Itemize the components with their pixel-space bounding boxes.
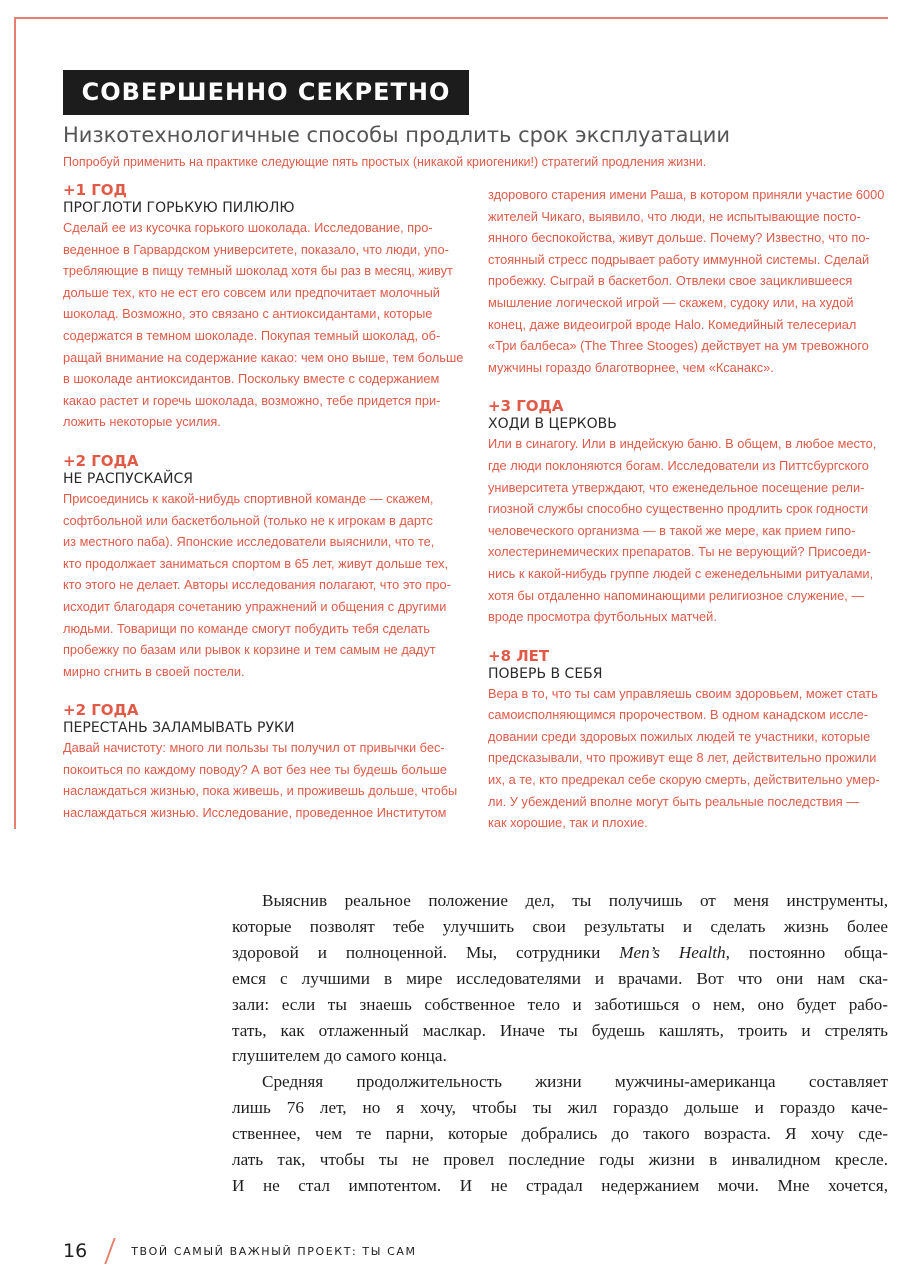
text-line: где люди поклоняются богам. Исследователи из Питтсбургского xyxy=(488,457,869,473)
text-line: какао растет и горечь шоколада, возможно, тебе придется при- xyxy=(63,392,441,408)
text-line: жителей Чикаго, выявило, что люди, не испытывающие посто- xyxy=(488,208,861,224)
text-line: мужчины гораздо благотворнее, чем «Ксанакс». xyxy=(488,359,774,375)
text-line: требляющие в пищу темный шоколад хотя бы раз в месяц, живут xyxy=(63,263,453,279)
text-line: из местного паба). Японские исследователи выяснили, что те, xyxy=(63,534,435,550)
paragraph xyxy=(232,888,888,1069)
text-line: кто продолжает заниматься спортом в 65 лет, живут дольше тех, xyxy=(63,555,449,571)
text-line: янного беспокойства, живут дольше. Почему? Известно, что по- xyxy=(488,230,870,246)
sidebar-left-column xyxy=(63,181,463,824)
text-line: Средняя продолжительность жизни мужчины-американца составляет xyxy=(262,1072,888,1092)
text-line: холестеринемических препаратов. Ты не верующий? Присоеди- xyxy=(488,544,871,560)
text-line: «Три балбеса» (The Three Stooges) действует на ум тревожного xyxy=(488,338,869,354)
text-line: ственнее, чем те парни, которые добрались до такого возраста. Я хочу сде- xyxy=(232,1124,888,1144)
tip-title: ХОДИ В ЦЕРКОВЬ xyxy=(488,416,617,433)
tip-church xyxy=(488,397,888,627)
text-line: конец, даже видеоигрой вроде Halo. Комедийный телесериал xyxy=(488,316,857,332)
text-line: людьми. Товарищи по команде смогут побудить тебя сделать xyxy=(63,620,430,636)
text-line: глушителем до самого конца. xyxy=(232,1046,447,1066)
text-line: которые позволят тебе улучшить свои результаты и сделать жизнь более xyxy=(232,916,888,936)
text-line: дольше тех, кто не ест его совсем или предпочитает молочный xyxy=(63,284,440,300)
text-line: довании среди здоровых пожилых людей те участники, которые xyxy=(488,728,871,744)
tip-title: ПОВЕРЬ В СЕБЯ xyxy=(488,665,603,682)
text-line: софтбольной или баскетбольной (только не к игрокам в дартс xyxy=(63,512,433,528)
text-line: шоколад. Возможно, это связано с антиоксидантами, которые xyxy=(63,306,433,322)
sidebar-right-column xyxy=(488,184,888,834)
tip-body xyxy=(63,488,463,682)
text-line xyxy=(232,940,888,966)
text-line: лишь 76 лет, но я хочу, чтобы ты жил гораздо дольше и гораздо каче- xyxy=(232,1098,888,1118)
text-line: в шоколаде антиоксидантов. Поскольку вместе с содержанием xyxy=(63,371,440,387)
text-run: , постоянно обща- xyxy=(725,942,888,962)
text-line: наслаждаться жизнью. Исследование, проведенное Институтом xyxy=(63,805,447,821)
sidebar-lede: Попробуй применить на практике следующие пять простых (никакой криогеники!) стратегий продления жизни. xyxy=(63,155,707,169)
text-line: лать так, чтобы ты не провел последние годы жизни в инвалидном кресле. xyxy=(232,1150,888,1170)
text-line: тать, как отлаженный маслкар. Иначе ты будешь кашлять, троить и стрелять xyxy=(232,1020,888,1040)
text-line: их, а те, кто предрекал себе скорую смерть, действительно умер- xyxy=(488,772,880,788)
text-line: мирно сгнить в своей постели. xyxy=(63,663,245,679)
text-line: человеческого организма — в такой же мере, как прием гипо- xyxy=(488,522,856,538)
text-line: И не стал импотентом. И не страдал недержанием мочи. Мне хочется, xyxy=(232,1175,888,1195)
tip-years: +2 ГОДА xyxy=(63,451,139,470)
text-line: Или в синагогу. Или в индейскую баню. В общем, в любое место, xyxy=(488,436,877,452)
footer-divider xyxy=(104,1238,115,1264)
text-line: ли. У убеждений вполне могут быть реальные последствия — xyxy=(488,793,860,809)
tip-title: ПРОГЛОТИ ГОРЬКУЮ ПИЛЮЛЮ xyxy=(63,200,295,216)
text-line: емся с лучшими в мире исследователями и врачами. Вот что они нам ска- xyxy=(232,968,888,988)
tip-years: +1 ГОД xyxy=(63,181,127,199)
text-line: зали: если ты знаешь собственное тело и заботишься о нем, оно будет рабо- xyxy=(232,994,888,1014)
text-line: исходит благодаря сочетанию упражнений и общения с другими xyxy=(63,598,447,614)
text-line: пробежку. Сыграй в баскетбол. Отвлеки свое зациклившееся xyxy=(488,273,853,289)
text-line: Давай начистоту: много ли пользы ты получил от привычки бес- xyxy=(63,740,445,756)
tip-believe xyxy=(488,647,888,834)
paragraph xyxy=(232,1069,888,1199)
text-line: ложить некоторые усилия. xyxy=(63,414,221,430)
text-line: хотя бы отдаленно напоминающими религиозное служение, — xyxy=(488,587,865,603)
tip-body xyxy=(488,683,888,834)
text-line: содержатся в темном шоколаде. Покупая темный шоколад, об- xyxy=(63,327,441,343)
tip-years: +2 ГОДА xyxy=(63,701,139,720)
text-line: нись к какой-нибудь группе людей с еженедельными ритуалами, xyxy=(488,565,874,581)
sidebar-subtitle: Низкотехнологичные способы продлить срок эксплуатации xyxy=(63,123,731,147)
text-line: предсказывали, что проживут еще 8 лет, действительно прожили xyxy=(488,750,877,766)
tip-stop-worrying-continued xyxy=(488,184,888,378)
text-line: здорового старения имени Раша, в котором приняли участие 6000 xyxy=(488,187,885,202)
tip-body xyxy=(488,433,888,627)
sidebar-banner: СОВЕРШЕННО СЕКРЕТНО xyxy=(63,70,469,115)
text-line: вроде просмотра футбольных матчей. xyxy=(488,609,717,625)
magazine-title: Men’s Health xyxy=(619,942,726,962)
tip-years: +3 ГОДА xyxy=(488,397,564,416)
tip-stop-worrying xyxy=(63,701,463,823)
text-line: пробежку по базам или рывок к корзине и тем самым не дадут xyxy=(63,642,436,658)
text-line: университета утверждают, что еженедельное посещение рели- xyxy=(488,479,865,495)
text-line: Сделай ее из кусочка горького шоколада. Исследование, про- xyxy=(63,220,433,235)
text-line: покоиться по каждому поводу? А вот без нее ты будешь больше xyxy=(63,761,447,777)
tip-title: ПЕРЕСТАНЬ ЗАЛАМЫВАТЬ РУКИ xyxy=(63,720,295,737)
text-line: кто этого не делает. Авторы исследования полагают, что это про- xyxy=(63,577,451,593)
text-run: здоровой и полноценной. Мы, сотрудники xyxy=(232,942,620,962)
tip-years: +8 ЛЕТ xyxy=(488,646,550,665)
text-line: стоянный стресс подрывает работу иммунной системы. Сделай xyxy=(488,251,870,267)
text-line: гиозной службы способно существенно продлить срок годности xyxy=(488,501,869,517)
page-footer xyxy=(63,1236,763,1266)
text-line: самоисполняющимся пророчеством. В одном канадском иссле- xyxy=(488,707,868,723)
text-line: как хорошие, так и плохие. xyxy=(488,815,648,831)
text-line: мышление логической игрой — скажем, судоку или, на худой xyxy=(488,294,854,310)
text-line: ращай внимание на содержание какао: чем оно выше, тем больше xyxy=(63,349,463,365)
text-line: Выяснив реальное положение дел, ты получишь от меня инструменты, xyxy=(262,891,888,910)
body-text xyxy=(232,888,888,1199)
page-number: 16 xyxy=(63,1240,88,1262)
tip-dark-chocolate xyxy=(63,181,463,433)
text-line: веденное в Гарвардском университете, показало, что люди, упо- xyxy=(63,241,449,257)
running-head: ТВОЙ САМЫЙ ВАЖНЫЙ ПРОЕКТ: ТЫ САМ xyxy=(131,1244,417,1258)
tip-title: НЕ РАСПУСКАЙСЯ xyxy=(63,470,193,487)
tip-body xyxy=(63,217,463,433)
text-line: Вера в то, что ты сам управляешь своим здоровьем, может стать xyxy=(488,685,878,701)
tip-body xyxy=(63,737,463,823)
text-line: Присоединись к какой-нибудь спортивной команде — скажем, xyxy=(63,490,434,506)
tip-team-sport xyxy=(63,452,463,682)
text-line: наслаждаться жизнью, пока живешь, и проживешь дольше, чтобы xyxy=(63,783,458,799)
tip-body xyxy=(488,184,888,378)
